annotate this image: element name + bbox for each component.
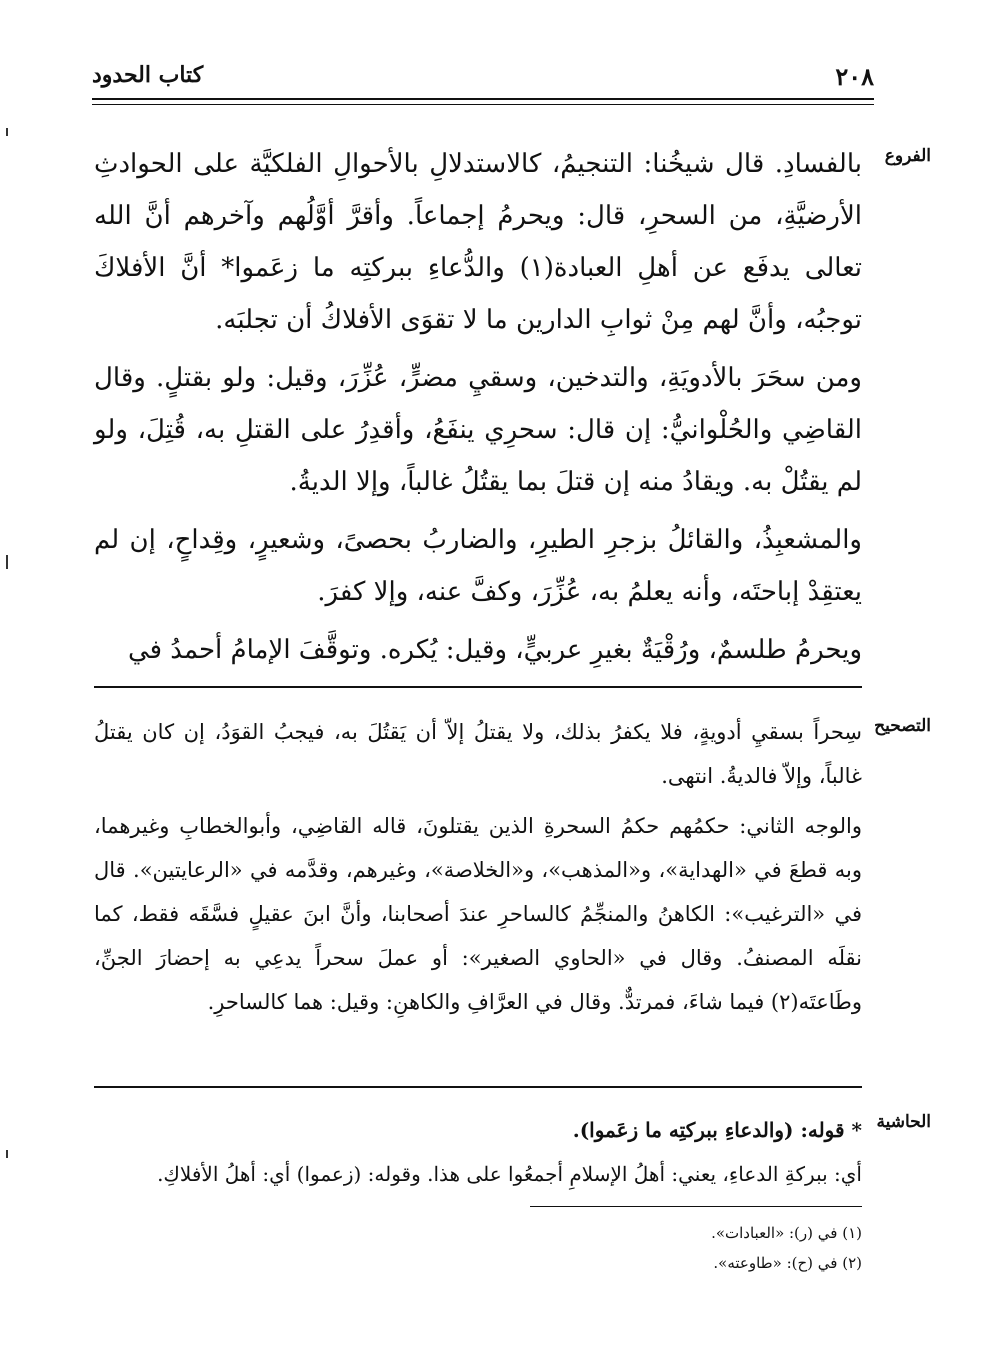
margin-mark [6,555,8,569]
page-number: ٢٠٨ [835,62,874,91]
section-label-hashiya: الحاشية [876,1112,931,1132]
main-paragraph: ومن سحَرَ بالأدويَةِ، والتدخين، وسقيِ مضرٍّ، عُزِّرَ، وقيل: ولو بقتلٍ. وقال القاضِي والحُلْوانيُّ: إن قال: سحرِي ينفَعُ، وأقدِرُ على القتلِ به، قُتِلَ، ولو لم يقتُلْ به. ويقادُ منه إن قتلَ بما يقتُلُ غالباً، وإلا الديةُ. [94,363,862,497]
section-divider [94,1086,862,1088]
main-paragraph: والمشعبِذُ، والقائلُ بزجرِ الطيرِ، والضاربُ بحصىً، وشعيرٍ، وقِداحٍ، إن لم يعتقِدْ إباحتَه، وأنه يعلمُ به، عُزِّرَ، وكفَّ عنه، وإلا كفرَ. [94,525,862,607]
page-header [92,62,874,96]
tashih-paragraph: سِحراً بسقيِ أدويةٍ، فلا يكفرُ بذلك، ولا يقتلُ إلاّ أن يَقتُلَ به، فيجبُ القوَدُ، إن كان يقتلُ غالباً، وإلاّ فالديةُ. انتهى. [94,720,862,788]
main-paragraph: ويحرمُ طلسمٌ، ورُقْيَةٌ بغيرِ عربيٍّ، وقيل: يُكره. وتوقَّفَ الإمامُ أحمدُ في [127,635,862,665]
section-label-furu: الفروع [884,146,931,166]
tashih-text [94,710,862,1030]
hashiya-body: أي: ببركةِ الدعاءِ، يعني: أهلُ الإسلامِ أجمعُوا على هذا. وقوله: (زعموا) أي: أهلُ الأفلاكِ. [157,1162,862,1186]
tashih-paragraph: والوجه الثاني: حكمُهم حكمُ السحرةِ الذين يقتلونَ، قاله القاضِي، وأبوالخطابِ وغيرهما، وبه قطعَ في «الهداية»، و«المذهب»، و«الخلاصة»، وغيرهم، وقدَّمه في «الرعايتين». قال في «الترغيب»: الكاهنُ والمنجِّمُ كالساحرِ عندَ أصحابنا، وأنَّ ابنَ عقيلٍ فسَّقَه فقط، كما نقلَه المصنفُ. وقال في «الحاوي الصغير»: أو عملَ سحراً يدعِي به إحضارَ الجنِّ، وطَاعتَه(٢) فيما شاءَ، فمرتدٌّ. وقال في العرَّافِ والكاهنِ: وقيل: هما كالساحرِ. [94,814,862,1014]
hashiya-text [94,1108,862,1196]
hashiya-heading: * قوله: (والدعاءِ ببركتِه ما زعَموا). [572,1118,862,1142]
main-text [94,138,862,682]
margin-mark [6,1150,8,1158]
section-label-tashih: التصحيح [874,716,931,736]
margin-mark [6,128,8,136]
main-paragraph: بالفسادِ. قال شيخُنا: التنجيمُ، كالاستدلالِ بالأحوالِ الفلكيَّة على الحوادثِ الأرضيَّةِ، من السحرِ، قال: ويحرمُ إجماعاً. وأقرَّ أوَّلُهم وآخرهم أنَّ الله تعالى يدفَع عن أهلِ العبادة(١) والدُّعاءِ ببركتِه ما زعَموا* أنَّ الأفلاكَ توجبُه، وأنَّ لهم مِنْ ثوابِ الدارين ما لا تقوَى الأفلاكُ أن تجلبَه. [94,149,862,335]
section-divider [94,686,862,688]
footnotes [94,1218,862,1278]
footnote: (٢) في (ح): «طاوعته». [713,1254,862,1272]
book-title: كتاب الحدود [92,62,204,88]
footnote-divider [530,1206,862,1207]
footnote: (١) في (ر): «العبادات». [711,1224,862,1242]
header-rule [92,98,874,105]
